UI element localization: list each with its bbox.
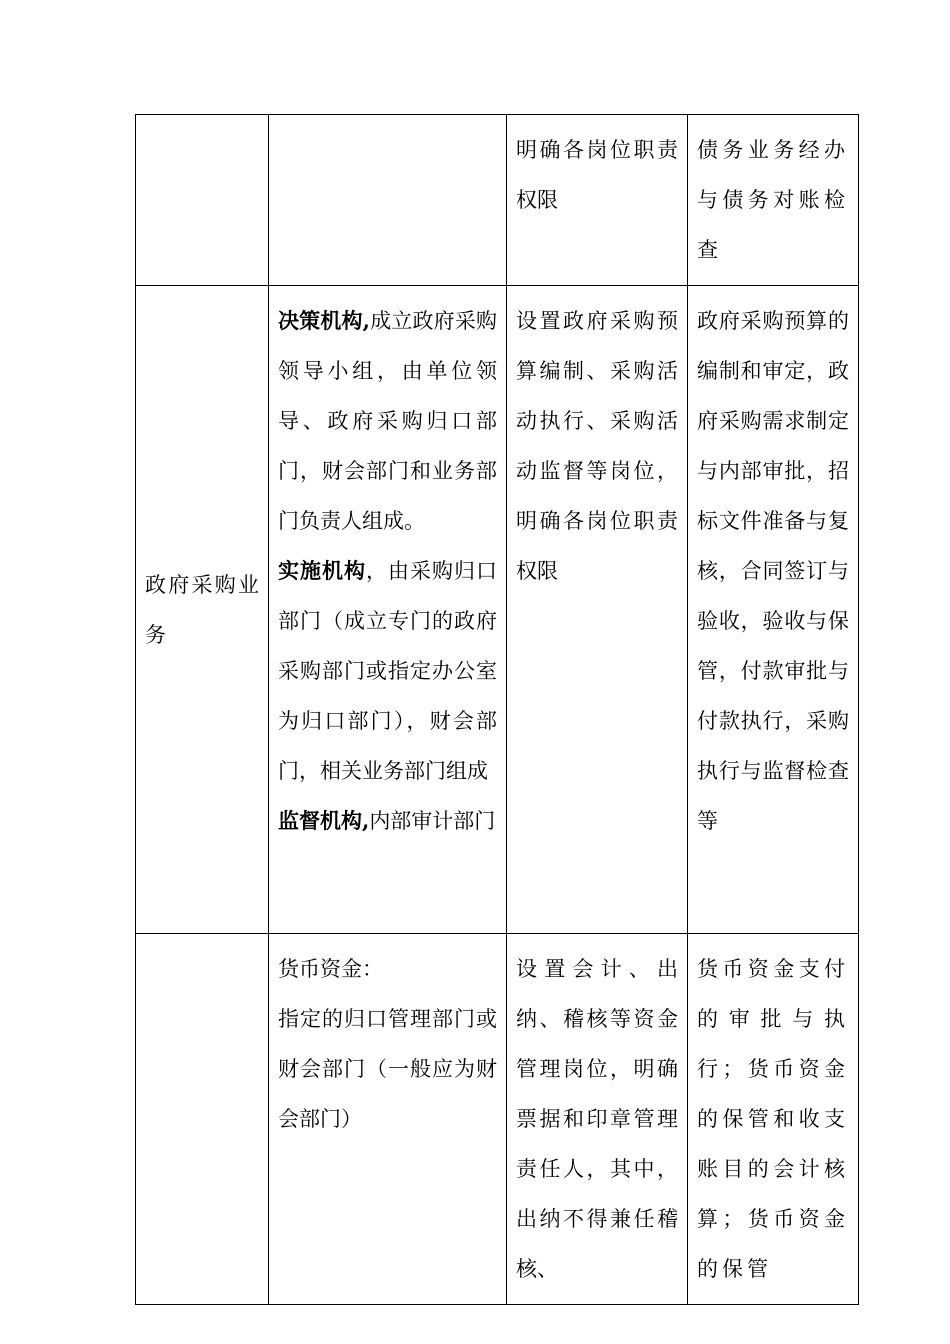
table-cell-incompatible-duties: 政府采购预算的编制和审定，政府采购需求制定与内部审批，招标文件准备与复核，合同签订与验收，验收与保管，付款审批与付款执行，采购执行与监督检查等 bbox=[688, 286, 859, 934]
decision-body-paragraph bbox=[278, 296, 497, 546]
supervision-body-text: 内部审计部门 bbox=[369, 809, 496, 833]
internal-control-table bbox=[135, 114, 859, 1305]
cash-fund-text: 指定的归口管理部门或财会部门（一般应为财会部门） bbox=[278, 1007, 497, 1131]
implementation-body-paragraph bbox=[278, 546, 497, 796]
decision-body-label: 决策机构, bbox=[278, 308, 370, 333]
supervision-body-label: 监督机构, bbox=[278, 808, 370, 833]
table-cell-positions: 设置政府采购预算编制、采购活动执行、采购活动监督等岗位，明确各岗位职责权限 bbox=[507, 286, 688, 934]
table-cell-organization bbox=[269, 934, 507, 1305]
table-cell-business bbox=[136, 934, 269, 1305]
table-row bbox=[136, 115, 859, 286]
table-cell-business: 政府采购业务 bbox=[136, 286, 269, 934]
table-cell-positions: 明确各岗位职责权限 bbox=[507, 115, 688, 286]
implementation-body-text: ，由采购归口部门（成立专门的政府采购部门或指定办公室为归口部门），财会部门，相关业务部门组成 bbox=[278, 559, 497, 783]
table-cell-organization bbox=[269, 286, 507, 934]
table-cell-business bbox=[136, 115, 269, 286]
decision-body-text: 成立政府采购领导小组，由单位领导、政府采购归口部门，财会部门和业务部门负责人组成。 bbox=[278, 309, 498, 533]
table-cell-organization bbox=[269, 115, 507, 286]
table-cell-incompatible-duties: 货币资金支付的审批与执行；货币资金的保管和收支账目的会计核算；货币资金的保管 bbox=[688, 934, 859, 1305]
cash-fund-title: 货币资金： bbox=[278, 957, 383, 981]
table-row bbox=[136, 286, 859, 934]
implementation-body-label: 实施机构 bbox=[278, 558, 366, 583]
table-cell-incompatible-duties: 债务业务经办与债务对账检查 bbox=[688, 115, 859, 286]
supervision-body-paragraph bbox=[278, 796, 497, 846]
table-cell-positions: 设置会计、出纳、稽核等资金管理岗位，明确票据和印章管理责任人，其中，出纳不得兼任稽核、 bbox=[507, 934, 688, 1305]
table-row bbox=[136, 934, 859, 1305]
